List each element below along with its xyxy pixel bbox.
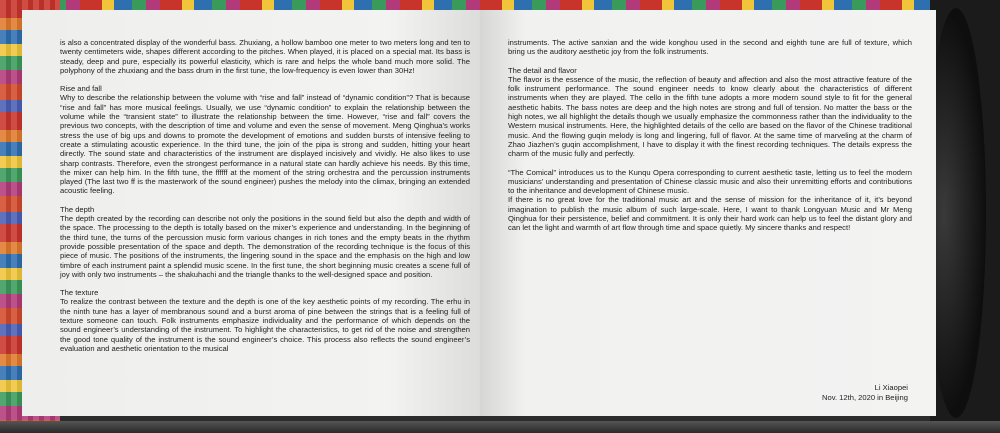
detail-and-flavor-paragraph: The flavor is the essence of the music, the reflection of beauty and affection and also the most attractive feature of the folk instrument performance. The sound engineer needs to know clearly about the characteristics of different instruments when they are played. The cello in the fifth tune adopts a more modern sound style to fit for the general aesthetic habits. The bass notes are deep and the high notes are strong and full of tension. No matter the bass or the high notes, we all highlight the details though we usually emphasize the commonness rather than the individuality to the Western musical instruments. Here, the highlighted details of the cello are based on the flavor of the Chinese traditional music. And the flowing guqin melody is long and lingering, full of flavor. At the same time of marveling at the charm of Zhao Jiazhen’s guqin accomplishment, I have to display it with the finest recording techniques. The details express the charm of the music fully and perfectly. (508, 74, 912, 159)
rise-and-fall-paragraph: Why to describe the relationship between the volume with “rise and fall” instead of “dynamic condition”? That is because “rise and fall” has more musical feelings. Usually, we use “dynamic condition” to explain the relationship between the volume while the “transient state” to illustrate the relationship between the time. However, “rise and fall” covers the previous two concepts, with the description of time and volume and even the sense of movement. Meng Qinghua’s works stress the use of big ups and downs to promote the development of emotions and sudden bursts of intensive feeling to create a stimulating acoustic experience. In the third tune, the join of the pipa is strong and sudden, hitting your heart directly. The sound state and characteristics of the instrument are displayed incisively and vividly. He also likes to use sharp contrasts. Therefore, even the strongest performance in a natural state can hardly achieve his needs. By this time, the mixer can help him. In the fifth tune, the ffffff at the moment of the string orchestra and the percussion instruments played (The last two ff is the masterwork of the sound engineer) pushes the melody into the climax, bringing an extended acoustic feeling. (60, 93, 470, 196)
texture-paragraph: To realize the contrast between the texture and the depth is one of the key aesthetic points of my recording. The erhu in the ninth tune has a layer of membranous sound and a burst aroma of pine between the strings that is a feeling full of texture someone can touch. Folk instruments emphasize individuality and the performance of which depends on the sound engineer’s understanding of the instrument. To highlight the characteristics, to get rid of the noise and strengthen the good tone quality of the instrument is the sound engineer’s choice. This process also reflects the sound engineer’s evaluation and aesthetic orientation to the musical (60, 297, 470, 353)
right-page (480, 10, 936, 416)
section-heading-rise-and-fall: Rise and fall (60, 84, 102, 94)
depth-paragraph: The depth created by the recording can describe not only the positions in the sound field but also the depth and width of the space. The processing to the depth is totally based on the mixer’s experience and understanding. In the beginning of the third tune, the turns of the percussion music form various changes in rich tones and the empty beats in the rhythm provide possible presentation of the space and depth. The demonstration of the recording technique is the focus of this piece of music. The positions of the instruments, the lingering sound in the space and the emphasis on the high and low timbre of each instrument paint a splendid music scene. In the first tune, the short beginning music creates a scene full of joy with only two instruments – the shakuhachi and the triangle thanks to the well-designed space and position. (60, 214, 470, 279)
signature-name: Li Xiaopei (874, 383, 908, 393)
section-heading-detail-and-flavor: The detail and flavor (508, 65, 577, 75)
cover-right-edge (930, 0, 1000, 433)
signature-block (822, 383, 908, 402)
thanks-paragraph: If there is no great love for the traditional music art and the sense of mission for the inheritance of it, it’s beyond imagination to publish the music album of such large-scale. Here, I want to thank Longyuan Music and Mr Meng Qinghua for their persistence, belief and commitment. It is only their hard work can help us to feel the distant glory and can let the light and warmth of art flow through time and space quietly. My sincere thanks and respect! (508, 195, 912, 233)
section-heading-depth: The depth (60, 204, 95, 214)
right-intro-paragraph: instruments. The active sanxian and the wide konghou used in the second and eighth tune are full of texture, which bring us the auditory aesthetic joy from the folk instruments. (508, 38, 912, 57)
section-heading-texture: The texture (60, 288, 99, 298)
bottom-edge (0, 421, 1000, 433)
comical-paragraph: “The Comical” introduces us to the Kunqu Opera corresponding to current aesthetic taste, letting us to feel the modern musicians’ understanding and presentation of Chinese classic music and also their unremitting efforts and contributions to the inheritance and development of Chinese music. (508, 167, 912, 196)
signature-date: Nov. 12th, 2020 in Beijing (822, 392, 908, 402)
left-page (22, 10, 482, 416)
left-intro-paragraph: is also a concentrated display of the wonderful bass. Zhuxiang, a hollow bamboo one meter to two meters long and ten to twenty centimeters wide, shapes different according to the pitches. When played, it is placed on a special mat. Its bass is steady, deep and pure, especially its powerful elasticity, which is rare and helps the whole band much more solid. The polyphony of the zhuxiang and the bass drum in the first tune, the low-frequency is even lower than 30Hz! (60, 38, 470, 75)
